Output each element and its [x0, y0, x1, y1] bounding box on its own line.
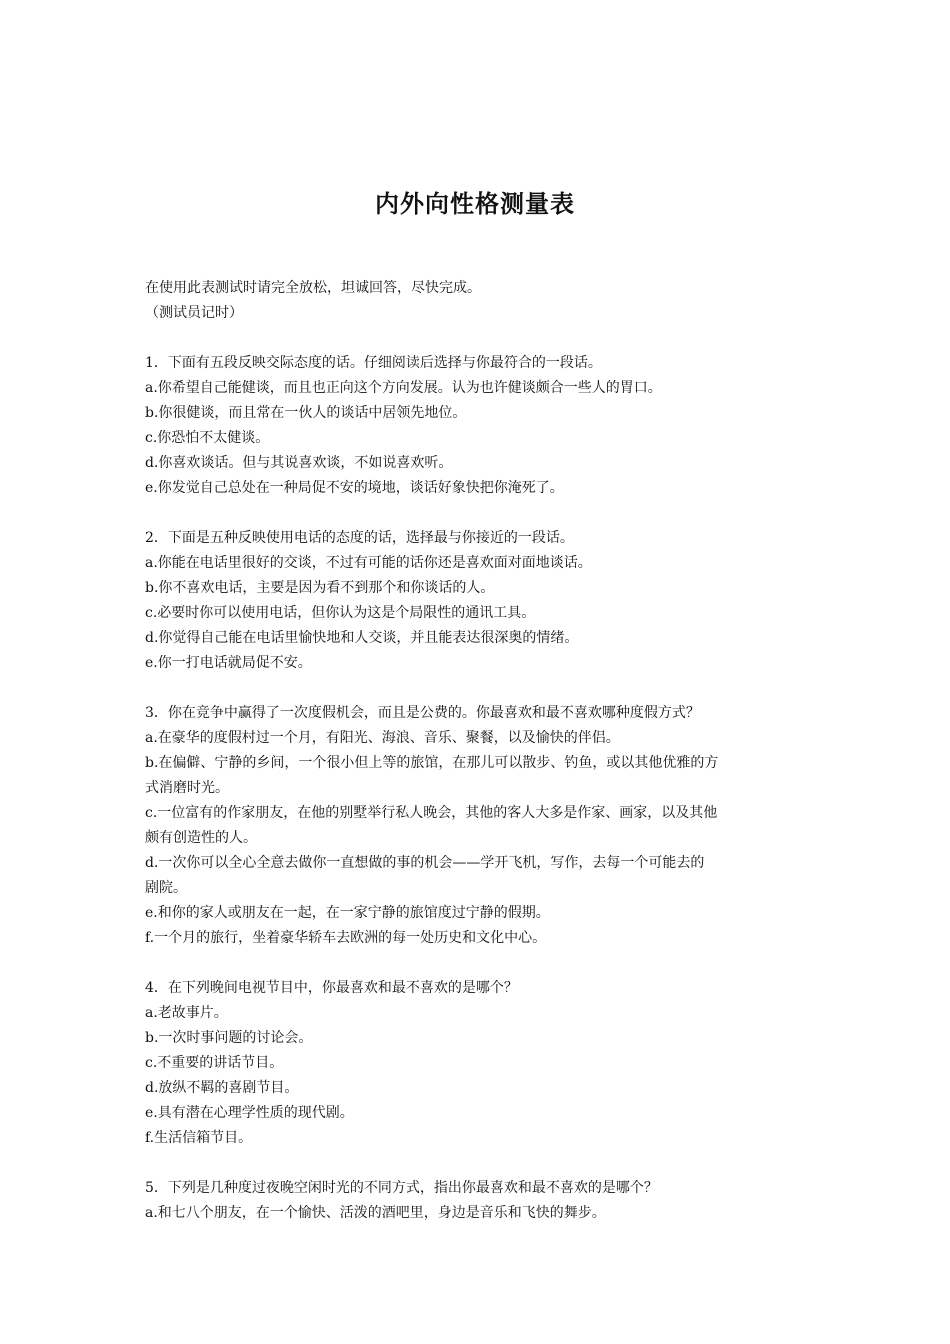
- document-body: [145, 276, 815, 1226]
- option-a: a.你希望自己能健谈，而且也正向这个方向发展。认为也许健谈颇合一些人的胃口。: [145, 380, 662, 396]
- option-d: d.一次你可以全心全意去做你一直想做的事的机会——学开飞机，写作，去每一个可能去的: [145, 855, 705, 871]
- paragraph-gap: [145, 326, 815, 351]
- option-d: d.你觉得自己能在电话里愉快地和人交谈，并且能表达很深奥的情绪。: [145, 630, 579, 646]
- option-f: f.生活信箱节目。: [145, 1130, 253, 1146]
- option-b-continued: 式消磨时光。: [145, 780, 229, 796]
- question-1: [145, 351, 815, 501]
- paragraph-gap: [145, 951, 815, 976]
- option-a: a.和七八个朋友，在一个愉快、活泼的酒吧里，身边是音乐和飞快的舞步。: [145, 1205, 606, 1221]
- option-b: b.一次时事问题的讨论会。: [145, 1030, 313, 1046]
- question-2: [145, 526, 815, 676]
- option-e: e.你一打电话就局促不安。: [145, 655, 312, 671]
- option-b: b.你不喜欢电话，主要是因为看不到那个和你谈话的人。: [145, 580, 495, 596]
- option-f: f.一个月的旅行，坐着豪华轿车去欧洲的每一处历史和文化中心。: [145, 930, 547, 946]
- option-c: c.一位富有的作家朋友，在他的别墅举行私人晚会，其他的客人大多是作家、画家，以及其他: [145, 805, 718, 821]
- option-a: a.你能在电话里很好的交谈，不过有可能的话你还是喜欢面对面地谈话。: [145, 555, 592, 571]
- option-a: a.在豪华的度假村过一个月，有阳光、海浪、音乐、聚餐，以及愉快的伴侣。: [145, 730, 620, 746]
- option-c: c.你恐怕不太健谈。: [145, 430, 270, 446]
- paragraph-gap: [145, 501, 815, 526]
- option-d-continued: 剧院。: [145, 880, 187, 896]
- question-5: [145, 1176, 815, 1226]
- option-d: d.放纵不羁的喜剧节目。: [145, 1080, 299, 1096]
- document-title: 内外向性格测量表: [375, 190, 575, 218]
- question-4: [145, 976, 815, 1151]
- option-b: b.你很健谈，而且常在一伙人的谈话中居领先地位。: [145, 405, 467, 421]
- option-e: e.你发觉自己总处在一种局促不安的境地，谈话好象快把你淹死了。: [145, 480, 564, 496]
- question-text: 3．你在竞争中赢得了一次度假机会，而且是公费的。你最喜欢和最不喜欢哪种度假方式？: [145, 705, 700, 721]
- option-b: b.在偏僻、宁静的乡间，一个很小但上等的旅馆，在那儿可以散步、钓鱼，或以其他优雅的方: [145, 755, 719, 771]
- question-text: 4．在下列晚间电视节目中，你最喜欢和最不喜欢的是哪个？: [145, 980, 518, 996]
- option-c: c.不重要的讲话节目。: [145, 1055, 284, 1071]
- question-text: 5．下列是几种度过夜晚空闲时光的不同方式，指出你最喜欢和最不喜欢的是哪个？: [145, 1180, 658, 1196]
- option-c-continued: 颇有创造性的人。: [145, 830, 257, 846]
- question-text: 2．下面是五种反映使用电话的态度的话，选择最与你接近的一段话。: [145, 530, 574, 546]
- paragraph-gap: [145, 1151, 815, 1176]
- intro-note: （测试员记时）: [145, 305, 243, 321]
- paragraph-gap: [145, 676, 815, 701]
- option-e: e.具有潜在心理学性质的现代剧。: [145, 1105, 354, 1121]
- option-c: c.必要时你可以使用电话，但你认为这是个局限性的通讯工具。: [145, 605, 536, 621]
- option-e: e.和你的家人或朋友在一起，在一家宁静的旅馆度过宁静的假期。: [145, 905, 550, 921]
- intro-line: 在使用此表测试时请完全放松，坦诚回答，尽快完成。: [145, 280, 481, 296]
- question-3: [145, 701, 815, 951]
- option-a: a.老故事片。: [145, 1005, 228, 1021]
- option-d: d.你喜欢谈话。但与其说喜欢谈，不如说喜欢听。: [145, 455, 453, 471]
- question-text: 1．下面有五段反映交际态度的话。仔细阅读后选择与你最符合的一段话。: [145, 355, 602, 371]
